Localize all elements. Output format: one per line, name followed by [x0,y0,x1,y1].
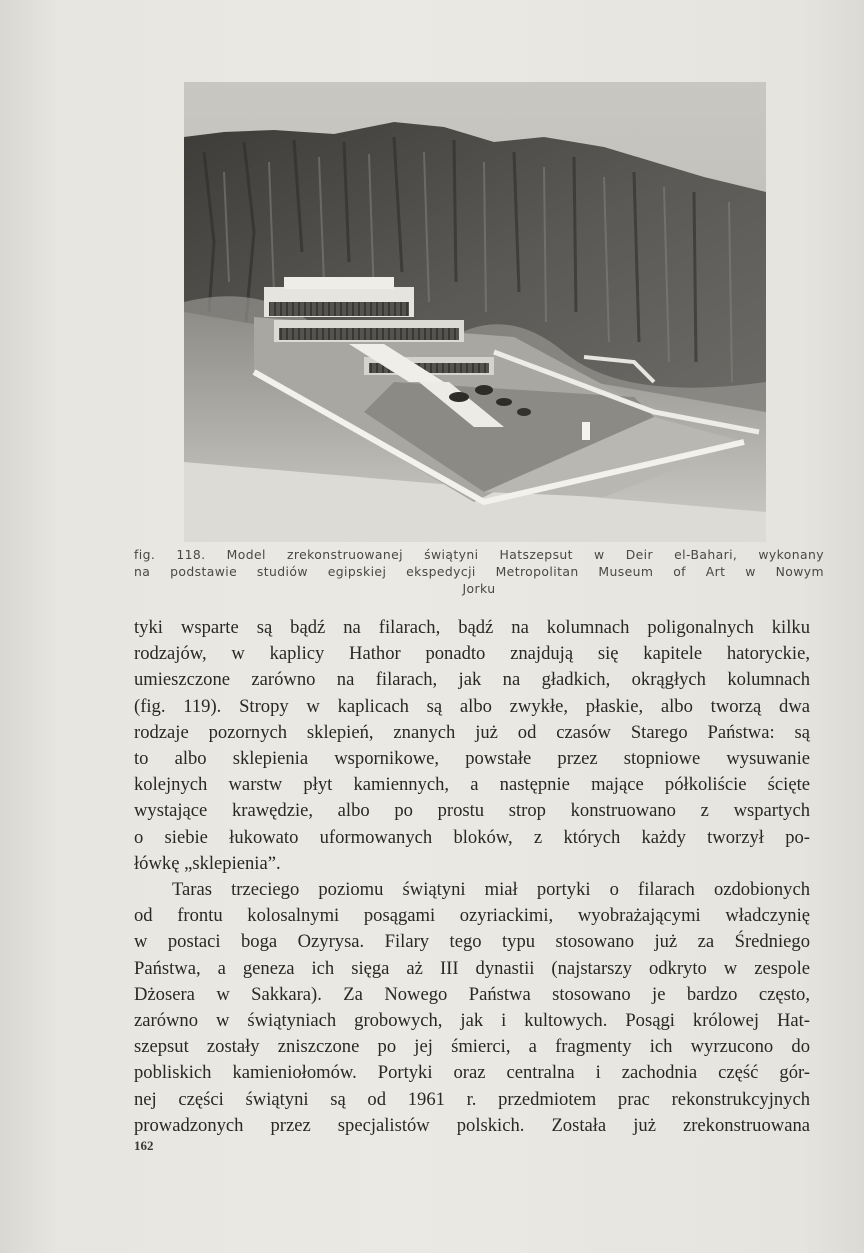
paragraph [134,877,810,1139]
text-line: łówkę „sklepienia”. [134,852,281,874]
page-number: 162 [134,1138,154,1153]
text-line: zarówno w świątyniach grobowych, jak i kultowych. Posągi królowej Hat- [134,1010,810,1032]
text-line: pobliskich kamieniołomów. Portyki oraz centralna i zachodnia część gór- [134,1062,810,1084]
text-line: Państwa, a geneza ich sięga aż III dynastii (najstarszy odkryto w zespole [134,957,810,979]
text-line: Taras trzeciego poziomu świątyni miał portyki o filarach ozdobionych [172,879,810,901]
text-line: tyki wsparte są bądź na filarach, bądź na kolumnach poligonalnych kilku [134,617,810,638]
body-text [134,615,810,1139]
text-line: (fig. 119). Stropy w kaplicach są albo zwykłe, płaskie, albo tworzą dwa [134,695,810,717]
text-line: nej części świątyni są od 1961 r. przedmiotem prac rekonstrukcyjnych [134,1088,810,1110]
temple-model-photo [184,82,766,542]
figure-caption-line: fig. 118. Model zrekonstruowanej świątyni Hatszepsut w Deir el-Bahari, wykonany [134,547,824,562]
text-line: Dżosera w Sakkara). Za Nowego Państwa stosowano je bardzo często, [134,983,810,1005]
text-line: szepsut zostały zniszczone po jej śmierci, a fragmenty ich wyrzucono do [134,1036,810,1058]
text-line: rodzajów, w kaplicy Hathor ponadto znajdują się kapitele hatoryckie, [134,643,810,665]
text-line: w postaci boga Ozyrysa. Filary tego typu stosowano już za Średniego [134,931,810,953]
figure-caption [134,546,824,597]
figure-caption-line: na podstawie studiów egipskiej ekspedycji Metropolitan Museum of Art w Nowym [134,564,824,579]
text-line: to albo sklepienia wspornikowe, powstałe przez stopniowe wysuwanie [134,748,810,770]
paragraph [134,615,810,877]
text-line: umieszczone zarówno na filarach, jak na gładkich, okrągłych kolumnach [134,669,810,691]
text-line: rodzaje pozornych sklepień, znanych już od czasów Starego Państwa: są [134,721,810,743]
text-line: prowadzonych przez specjalistów polskich. Została już zrekonstruowana [134,1114,810,1136]
temple-model-illustration [184,82,766,542]
text-line: od frontu kolosalnymi posągami ozyriackimi, wyobrażającymi władczynię [134,905,810,927]
text-line: wystające krawędzie, albo po prostu strop konstruowano z wspartych [134,800,810,822]
figure-caption-line: Jorku [462,581,496,596]
text-line: kolejnych warstw płyt kamiennych, a następnie mające półkoliście ścięte [134,774,810,796]
text-line: o siebie łukowato uformowanych bloków, z których każdy tworzył po- [134,826,810,848]
